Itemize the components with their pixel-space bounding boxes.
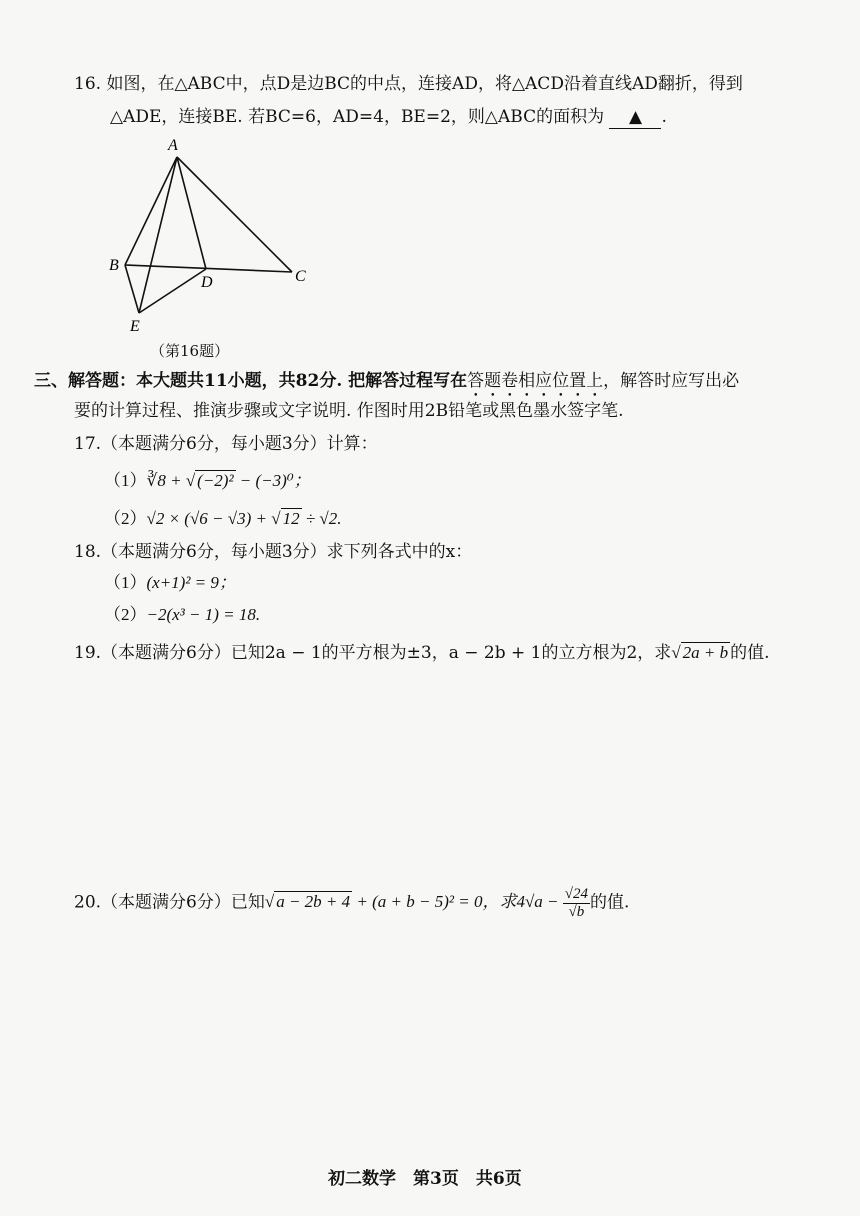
- label-d: D: [201, 274, 213, 291]
- q18-p2-label: （2）: [104, 605, 147, 624]
- section3-emphasis: [467, 371, 603, 391]
- q18-p1-expr: (x+1)² = 9；: [146, 573, 236, 592]
- label-b: B: [109, 257, 119, 274]
- q20-frac-den: √b: [568, 904, 585, 920]
- q17-part1: （1）∛8 + √ (−2)² − (−3)⁰；: [104, 471, 311, 490]
- q20-mid: + (a + b − 5)² = 0，求4√a −: [352, 892, 563, 912]
- label-e: E: [130, 318, 140, 335]
- segment-ae: [139, 157, 177, 313]
- q17-p1-rad: (−2)²: [197, 471, 234, 490]
- label-a: A: [168, 137, 178, 154]
- q16-line2-end: .: [661, 107, 667, 127]
- q17-p2-b: ÷ √2.: [301, 509, 342, 528]
- segment-ab: [125, 157, 177, 265]
- q18-title: 18.（本题满分6分，每小题3分）求下列各式中的x：: [74, 542, 473, 562]
- section3-line2: 要的计算过程、推演步骤或文字说明. 作图时用2B铅笔或黑色墨水签字笔.: [74, 401, 624, 421]
- q20-text: 20.（本题满分6分）已知√ a − 2b + 4 + (a + b − 5)² = 0，求4√a − $\frac{√24}{√b}$ 的值.: [74, 886, 630, 920]
- q19-rad: 2a + b: [682, 643, 729, 662]
- blank-mark: ▲: [628, 107, 643, 127]
- label-c: C: [295, 268, 306, 285]
- q19-pre: 19.（本题满分6分）已知2a − 1的平方根为±3，a − 2b + 1的立方根为2，求: [74, 643, 672, 663]
- q17-p2-label: （2）: [104, 509, 147, 528]
- q18-part2: [104, 604, 260, 626]
- q18-p1-label: （1）: [104, 573, 147, 592]
- segment-ac: [177, 157, 292, 272]
- q16-line1: 16. 如图，在△ABC中，点D是边BC的中点，连接AD，将△ACD沿着直线AD翻折，得到: [74, 74, 743, 94]
- q17-part2: （2）√2 × (√6 − √3) + √ 12 ÷ √2.: [104, 509, 342, 528]
- section3-text-b: ，解答时应写出必: [603, 371, 740, 391]
- section3-text-a: 三、解答题：本大题共11小题，共82分. 把解答过程写在: [34, 371, 468, 391]
- figure-caption: （第16题）: [150, 342, 230, 360]
- segment-de: [139, 269, 206, 313]
- q18-p2-expr: −2(x³ − 1) = 18.: [146, 605, 261, 624]
- q17-p2-a: √2 × (√6 − √3) +: [146, 509, 272, 528]
- q20-rad: a − 2b + 4: [276, 892, 351, 912]
- q16-line2-text: △ADE，连接BE. 若BC=6，AD=4，BE=2，则△ABC的面积为: [110, 107, 605, 127]
- q17-p2-rad: 12: [282, 509, 300, 528]
- triangle-figure: [100, 130, 320, 340]
- q20-fraction: [563, 886, 590, 921]
- segment-ad: [177, 157, 206, 269]
- q19-post: 的值.: [730, 643, 770, 663]
- answer-blank: [609, 106, 661, 129]
- q17-p1-label: （1）: [104, 471, 147, 490]
- q17-p1-a: ∛8 +: [146, 471, 186, 490]
- page-footer: 初二数学 第3页 共6页: [328, 1169, 522, 1189]
- q17-title: 17.（本题满分6分，每小题3分）计算：: [74, 434, 378, 454]
- section3-line1: [34, 370, 739, 401]
- section3-emphasis-text: 答题卷相应位置上: [467, 371, 604, 391]
- q18-part1: [104, 572, 236, 594]
- q20-pre: 20.（本题满分6分）已知: [74, 892, 265, 913]
- segment-be: [125, 265, 139, 313]
- q19-text: 19.（本题满分6分）已知2a − 1的平方根为±3，a − 2b + 1的立方根为2，求√ 2a + b 的值.: [74, 643, 770, 663]
- q20-frac-num: √24: [564, 886, 588, 902]
- q20-post: 的值.: [590, 892, 630, 913]
- q16-line2: [110, 106, 667, 129]
- q17-p1-b: − (−3)⁰；: [235, 471, 311, 490]
